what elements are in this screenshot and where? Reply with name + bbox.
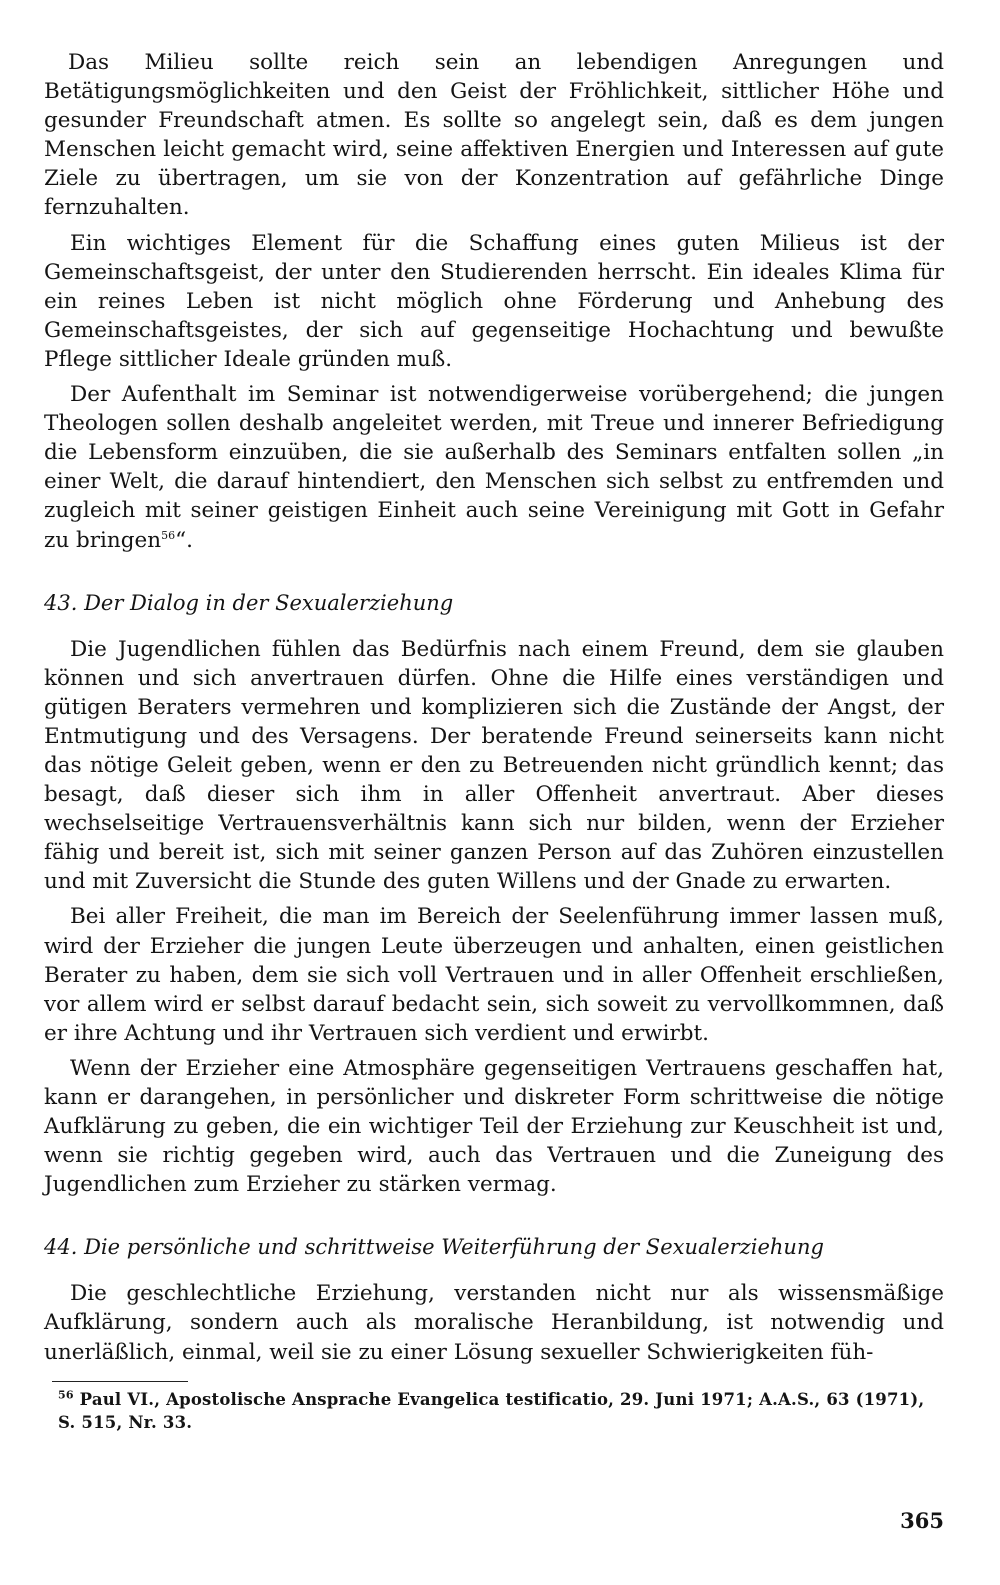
section-43-paragraph-2: Bei aller Freiheit, die man im Bereich der Seelenführung immer lassen muß, wird der Erzieher die jungen Leute überzeugen und anhalten, einen geistlichen Berater zu haben, dem sie sich voll Vertrauen und in aller Offenheit erschließen, vor allem wird er selbst darauf bedacht sein, sich soweit zu vervollkommnen, daß er ihre Achtung und ihr Vertrauen sich verdient und erwirbt.: [44, 904, 944, 1046]
page-number: 365: [900, 1508, 944, 1533]
document-page: [44, 48, 944, 1434]
footnote: [44, 1388, 944, 1434]
footnote-divider: [52, 1381, 188, 1382]
footnote-reference: 56: [161, 528, 176, 542]
paragraph-gemeinschaftsgeist: Ein wichtiges Element für die Schaffung eines guten Milieus ist der Gemeinschaftsgeist, der unter den Studierenden herrscht. Ein ideales Klima für ein reines Leben ist nicht möglich ohne Förderung und Anhebung des Gemeinschaftsgeistes, der sich auf gegenseitige Hochachtung und bewußte Pflege sittlicher Ideale gründen muß.: [44, 230, 944, 372]
section-43-heading: 43. Der Dialog in der Sexualerziehung: [44, 590, 454, 615]
footnote-marker: 56: [58, 1388, 74, 1402]
section-43-paragraph-3: Wenn der Erzieher eine Atmosphäre gegenseitigen Vertrauens geschaffen hat, kann er darangehen, in persönlicher und diskreter Form schrittweise die nötige Aufklärung zu geben, die ein wichtiger Teil der Erziehung zur Keuschheit ist und, wenn sie richtig gegeben wird, auch das Vertrauen und die Zuneigung des Jugendlichen zum Erzieher zu stärken vermag.: [44, 1055, 944, 1198]
paragraph-seminar-text: Der Aufenthalt im Seminar ist notwendigerweise vorübergehend; die jungen Theologen sollen deshalb angeleitet werden, mit Treue und innerer Befriedigung die Lebensform einzuüben, die sie außerhalb des Seminars entfalten sollen „in einer Welt, die darauf hintendiert, den Menschen sich selbst zu entfremden und zugleich mit seiner geistigen Einheit auch seine Vereinigung mit Gott in Gefahr zu bringen: [44, 382, 944, 553]
section-44-paragraph-1: Die geschlechtliche Erziehung, verstanden nicht nur als wissensmäßige Aufklärung, sondern auch als moralische Heranbildung, ist notwendig und unerläßlich, einmal, weil sie zu einer Lösung sexueller Schwierigkeiten füh-: [44, 1281, 944, 1365]
paragraph-seminar-end: “.: [175, 527, 193, 553]
section-44-heading: 44. Die persönliche und schrittweise Weiterführung der Sexualerziehung: [44, 1235, 824, 1260]
paragraph-milieu: Das Milieu sollte reich sein an lebendigen Anregungen und Betätigungsmöglichkeiten und den Geist der Fröhlichkeit, sittlicher Höhe und gesunder Freundschaft atmen. Es sollte so angelegt sein, daß es dem jungen Menschen leicht gemacht wird, seine affektiven Energien und Interessen auf gute Ziele zu übertragen, um sie von der Konzentration auf gefährliche Dinge fernzuhalten.: [44, 50, 944, 221]
paragraph-seminar: [44, 380, 944, 555]
section-43-paragraph-1: Die Jugendlichen fühlen das Bedürfnis nach einem Freund, dem sie glauben können und sich anvertrauen dürfen. Ohne die Hilfe eines verständigen und gütigen Beraters vermehren und komplizieren sich die Zustände der Angst, der Entmutigung und des Versagens. Der beratende Freund seinerseits kann nicht das nötige Geleit geben, wenn er den zu Betreuenden nicht gründlich kennt; das besagt, daß dieser sich ihm in aller Offenheit anvertraut. Aber dieses wechselseitige Vertrauensverhältnis kann sich nur bilden, wenn der Erzieher fähig und bereit ist, sich mit seiner ganzen Person auf das Zuhören einzustellen und mit Zuversicht die Stunde des guten Willens und der Gnade zu erwarten.: [44, 636, 944, 895]
footnote-text: Paul VI., Apostolische Ansprache Evangelica testificatio, 29. Juni 1971; A.A.S., 63 (1971), S. 515, Nr. 33.: [58, 1389, 925, 1432]
